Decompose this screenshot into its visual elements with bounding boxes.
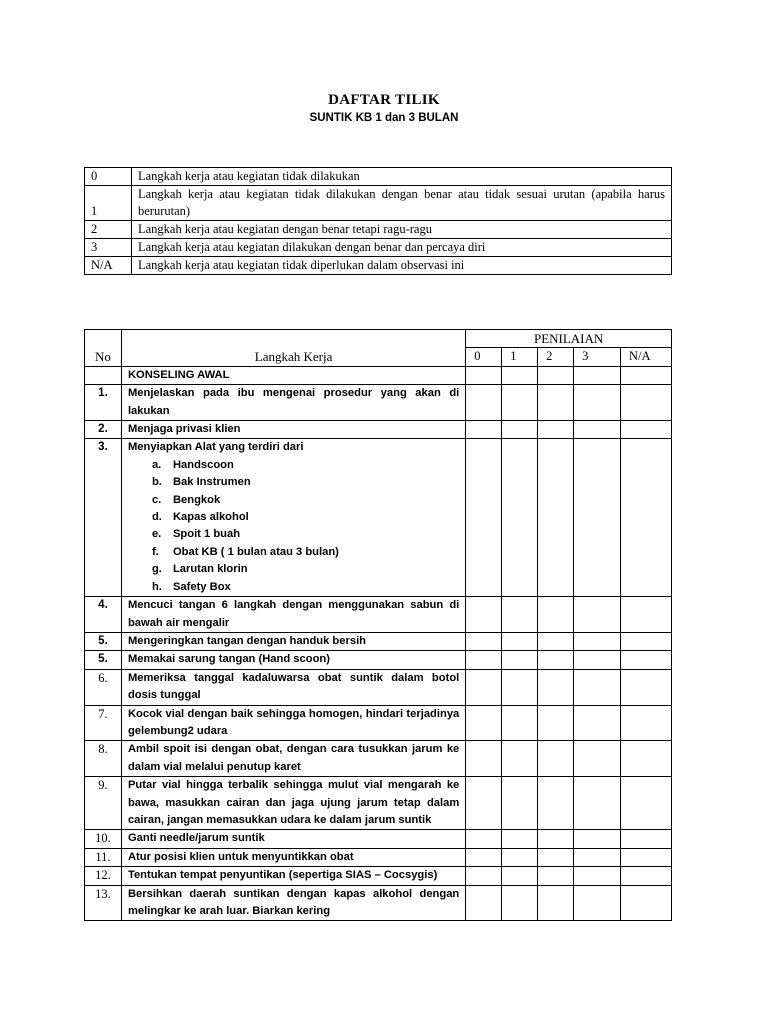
checklist-row — [85, 421, 672, 439]
equipment-marker: c. — [151, 493, 162, 506]
section-no-cell — [85, 366, 122, 384]
step-cell — [121, 439, 465, 597]
score-cell — [538, 366, 574, 384]
equipment-item — [128, 457, 459, 474]
equipment-item — [128, 561, 459, 578]
equipment-marker: d. — [151, 511, 162, 524]
score-cell[interactable] — [574, 885, 621, 921]
score-header-3: 3 — [574, 348, 621, 366]
equipment-marker: f. — [151, 545, 159, 558]
step-number: 5. — [85, 632, 122, 650]
score-header-1: 1 — [502, 348, 538, 366]
equipment-label: Kapas alkohol — [172, 511, 249, 524]
score-header-2: 2 — [538, 348, 574, 366]
score-cell[interactable] — [574, 651, 621, 669]
score-cell[interactable] — [574, 597, 621, 633]
score-cell[interactable] — [574, 848, 621, 866]
score-cell[interactable] — [538, 385, 574, 421]
checklist-row — [85, 848, 672, 866]
legend-description: Langkah kerja atau kegiatan tidak dilakukan dengan benar atau tidak sesuai urutan (apabila harus berurutan) — [132, 186, 672, 221]
score-cell[interactable] — [574, 705, 621, 741]
score-cell[interactable] — [466, 597, 502, 633]
score-cell[interactable] — [466, 632, 502, 650]
score-cell[interactable] — [574, 439, 621, 597]
score-cell[interactable] — [502, 385, 538, 421]
checklist-table — [84, 329, 672, 921]
equipment-item — [128, 492, 459, 509]
step-text: Atur posisi klien untuk menyuntikkan obat — [127, 850, 354, 863]
score-cell[interactable] — [502, 597, 538, 633]
score-cell — [574, 366, 621, 384]
equipment-label: Handscoon — [172, 458, 234, 471]
legend-row — [85, 186, 672, 221]
checklist-row — [85, 777, 672, 830]
step-text: Kocok vial dengan baik sehingga homogen, hindari terjadinya gelembung2 udara — [127, 707, 460, 737]
step-text: Ganti needle/jarum suntik — [127, 832, 265, 845]
score-cell[interactable] — [466, 777, 502, 830]
score-cell[interactable] — [466, 439, 502, 597]
step-text: Menjelaskan pada ibu mengenai prosedur yang akan di lakukan — [127, 387, 460, 417]
step-cell — [121, 741, 465, 777]
score-cell[interactable] — [538, 741, 574, 777]
score-cell[interactable] — [538, 632, 574, 650]
score-cell[interactable] — [538, 421, 574, 439]
score-cell[interactable] — [538, 651, 574, 669]
score-cell[interactable] — [466, 867, 502, 885]
checklist-row — [85, 385, 672, 421]
score-cell[interactable] — [621, 848, 672, 866]
step-number: 9. — [85, 777, 122, 830]
equipment-marker: e. — [151, 528, 162, 541]
score-cell[interactable] — [621, 597, 672, 633]
equipment-item — [128, 544, 459, 561]
equipment-item — [128, 579, 459, 596]
score-cell[interactable] — [538, 439, 574, 597]
score-cell[interactable] — [621, 385, 672, 421]
step-number: 5. — [85, 651, 122, 669]
equipment-marker: a. — [151, 458, 162, 471]
score-cell[interactable] — [621, 439, 672, 597]
step-cell — [121, 597, 465, 633]
legend-code: 0 — [85, 168, 132, 186]
equipment-marker: g. — [151, 563, 162, 576]
step-cell — [121, 632, 465, 650]
score-cell[interactable] — [538, 705, 574, 741]
step-number: 3. — [85, 439, 122, 597]
score-cell[interactable] — [502, 439, 538, 597]
equipment-list — [128, 457, 459, 596]
equipment-marker: b. — [151, 476, 162, 489]
score-cell[interactable] — [621, 421, 672, 439]
score-cell[interactable] — [574, 741, 621, 777]
score-cell[interactable] — [538, 669, 574, 705]
score-cell[interactable] — [502, 421, 538, 439]
score-cell[interactable] — [466, 651, 502, 669]
equipment-label: Spoit 1 buah — [172, 528, 241, 541]
step-cell — [121, 885, 465, 921]
score-cell[interactable] — [621, 867, 672, 885]
legend-description: Langkah kerja atau kegiatan tidak dilakukan — [132, 168, 672, 186]
checklist-row — [85, 885, 672, 921]
step-cell — [121, 848, 465, 866]
checklist-row — [85, 597, 672, 633]
header-penilaian: PENILAIAN — [466, 330, 672, 348]
equipment-label: Larutan klorin — [172, 563, 248, 576]
legend-row — [85, 257, 672, 275]
step-cell — [121, 651, 465, 669]
score-cell[interactable] — [538, 848, 574, 866]
section-title: KONSELING AWAL — [121, 366, 465, 384]
step-text: Menyiapkan Alat yang terdiri dari — [127, 441, 304, 454]
legend-description: Langkah kerja atau kegiatan dengan benar tetapi ragu-ragu — [132, 221, 672, 239]
score-cell[interactable] — [621, 777, 672, 830]
step-number: 4. — [85, 597, 122, 633]
step-cell — [121, 830, 465, 848]
score-cell[interactable] — [574, 867, 621, 885]
score-cell[interactable] — [538, 597, 574, 633]
checklist-row — [85, 705, 672, 741]
equipment-label: Obat KB ( 1 bulan atau 3 bulan) — [172, 545, 339, 558]
legend-code: 1 — [85, 186, 132, 221]
score-cell — [621, 366, 672, 384]
step-text: Memakai sarung tangan (Hand scoon) — [127, 653, 330, 666]
step-text: Memeriksa tanggal kadaluwarsa obat suntik dalam botol dosis tunggal — [127, 671, 460, 702]
step-cell — [121, 421, 465, 439]
score-cell[interactable] — [502, 741, 538, 777]
legend-row — [85, 239, 672, 257]
score-cell[interactable] — [502, 669, 538, 705]
step-number: 6. — [85, 669, 122, 705]
step-number: 2. — [85, 421, 122, 439]
checklist-row — [85, 651, 672, 669]
score-cell[interactable] — [574, 421, 621, 439]
equipment-item — [128, 509, 459, 526]
checklist-row — [85, 830, 672, 848]
score-cell[interactable] — [621, 669, 672, 705]
step-text: Menjaga privasi klien — [127, 423, 241, 436]
score-cell[interactable] — [466, 385, 502, 421]
step-text: Bersihkan daerah suntikan dengan kapas alkohol dengan melingkar ke arah luar. Biarkan kering — [127, 887, 460, 917]
step-number: 12. — [85, 867, 122, 885]
score-cell[interactable] — [574, 669, 621, 705]
step-text: Mengeringkan tangan dengan handuk bersih — [127, 634, 367, 647]
equipment-item — [128, 526, 459, 543]
score-cell[interactable] — [466, 705, 502, 741]
score-cell[interactable] — [502, 651, 538, 669]
score-cell — [466, 366, 502, 384]
score-cell[interactable] — [621, 632, 672, 650]
checklist-row — [85, 741, 672, 777]
score-cell[interactable] — [574, 385, 621, 421]
equipment-label: Bengkok — [172, 493, 221, 506]
step-text: Ambil spoit isi dengan obat, dengan cara tusukkan jarum ke dalam vial melalui penutup karet — [127, 743, 460, 773]
step-number: 7. — [85, 705, 122, 741]
score-cell[interactable] — [466, 669, 502, 705]
document-title: DAFTAR TILIK — [328, 92, 440, 108]
score-cell[interactable] — [621, 741, 672, 777]
step-number: 11. — [85, 848, 122, 866]
score-cell[interactable] — [466, 848, 502, 866]
step-cell — [121, 385, 465, 421]
legend-description: Langkah kerja atau kegiatan tidak diperlukan dalam observasi ini — [132, 257, 672, 275]
checklist-row — [85, 632, 672, 650]
header-no: No — [85, 330, 122, 367]
checklist-row — [85, 439, 672, 597]
score-cell[interactable] — [466, 421, 502, 439]
step-cell — [121, 777, 465, 830]
score-cell[interactable] — [574, 830, 621, 848]
score-cell[interactable] — [538, 867, 574, 885]
score-cell[interactable] — [502, 830, 538, 848]
step-number: 13. — [85, 885, 122, 921]
score-header-na: N/A — [621, 348, 672, 366]
score-header-0: 0 — [466, 348, 502, 366]
score-cell[interactable] — [538, 885, 574, 921]
score-cell[interactable] — [574, 632, 621, 650]
score-cell[interactable] — [538, 830, 574, 848]
step-text: Mencuci tangan 6 langkah dengan menggunakan sabun di bawah air mengalir — [127, 599, 460, 629]
score-cell[interactable] — [502, 848, 538, 866]
score-cell[interactable] — [621, 885, 672, 921]
header-step: Langkah Kerja — [121, 330, 465, 367]
score-cell[interactable] — [621, 705, 672, 741]
step-cell — [121, 669, 465, 705]
score-cell[interactable] — [621, 651, 672, 669]
document-subtitle: SUNTIK KB 1 dan 3 BULAN — [309, 112, 459, 124]
score-cell[interactable] — [466, 741, 502, 777]
section-row — [85, 366, 672, 384]
legend-row — [85, 168, 672, 186]
step-number: 1. — [85, 385, 122, 421]
step-number: 8. — [85, 741, 122, 777]
score-cell[interactable] — [502, 777, 538, 830]
score-cell[interactable] — [466, 885, 502, 921]
score-cell[interactable] — [538, 777, 574, 830]
equipment-label: Safety Box — [172, 580, 231, 593]
scoring-legend-table — [84, 167, 672, 275]
step-text: Tentukan tempat penyuntikan (sepertiga SIAS – Cocsygis) — [127, 869, 438, 882]
score-cell[interactable] — [621, 830, 672, 848]
legend-code: 3 — [85, 239, 132, 257]
legend-code: 2 — [85, 221, 132, 239]
score-cell[interactable] — [502, 705, 538, 741]
step-cell — [121, 867, 465, 885]
legend-description: Langkah kerja atau kegiatan dilakukan dengan benar dan percaya diri — [132, 239, 672, 257]
checklist-row — [85, 867, 672, 885]
legend-row — [85, 221, 672, 239]
step-number: 10. — [85, 830, 122, 848]
score-cell[interactable] — [502, 867, 538, 885]
step-text: Putar vial hingga terbalik sehingga mulut vial mengarah ke bawa, masukkan cairan dan jaga ujung jarum tetap dalam cairan, jangan memasukkan udara ke dalam jarum suntik — [127, 779, 460, 826]
score-cell[interactable] — [502, 632, 538, 650]
equipment-marker: h. — [151, 580, 162, 593]
checklist-row — [85, 669, 672, 705]
score-cell — [502, 366, 538, 384]
legend-code: N/A — [85, 257, 132, 275]
score-cell[interactable] — [574, 777, 621, 830]
equipment-item — [128, 474, 459, 491]
equipment-label: Bak Instrumen — [172, 476, 251, 489]
score-cell[interactable] — [502, 885, 538, 921]
step-cell — [121, 705, 465, 741]
score-cell[interactable] — [466, 830, 502, 848]
